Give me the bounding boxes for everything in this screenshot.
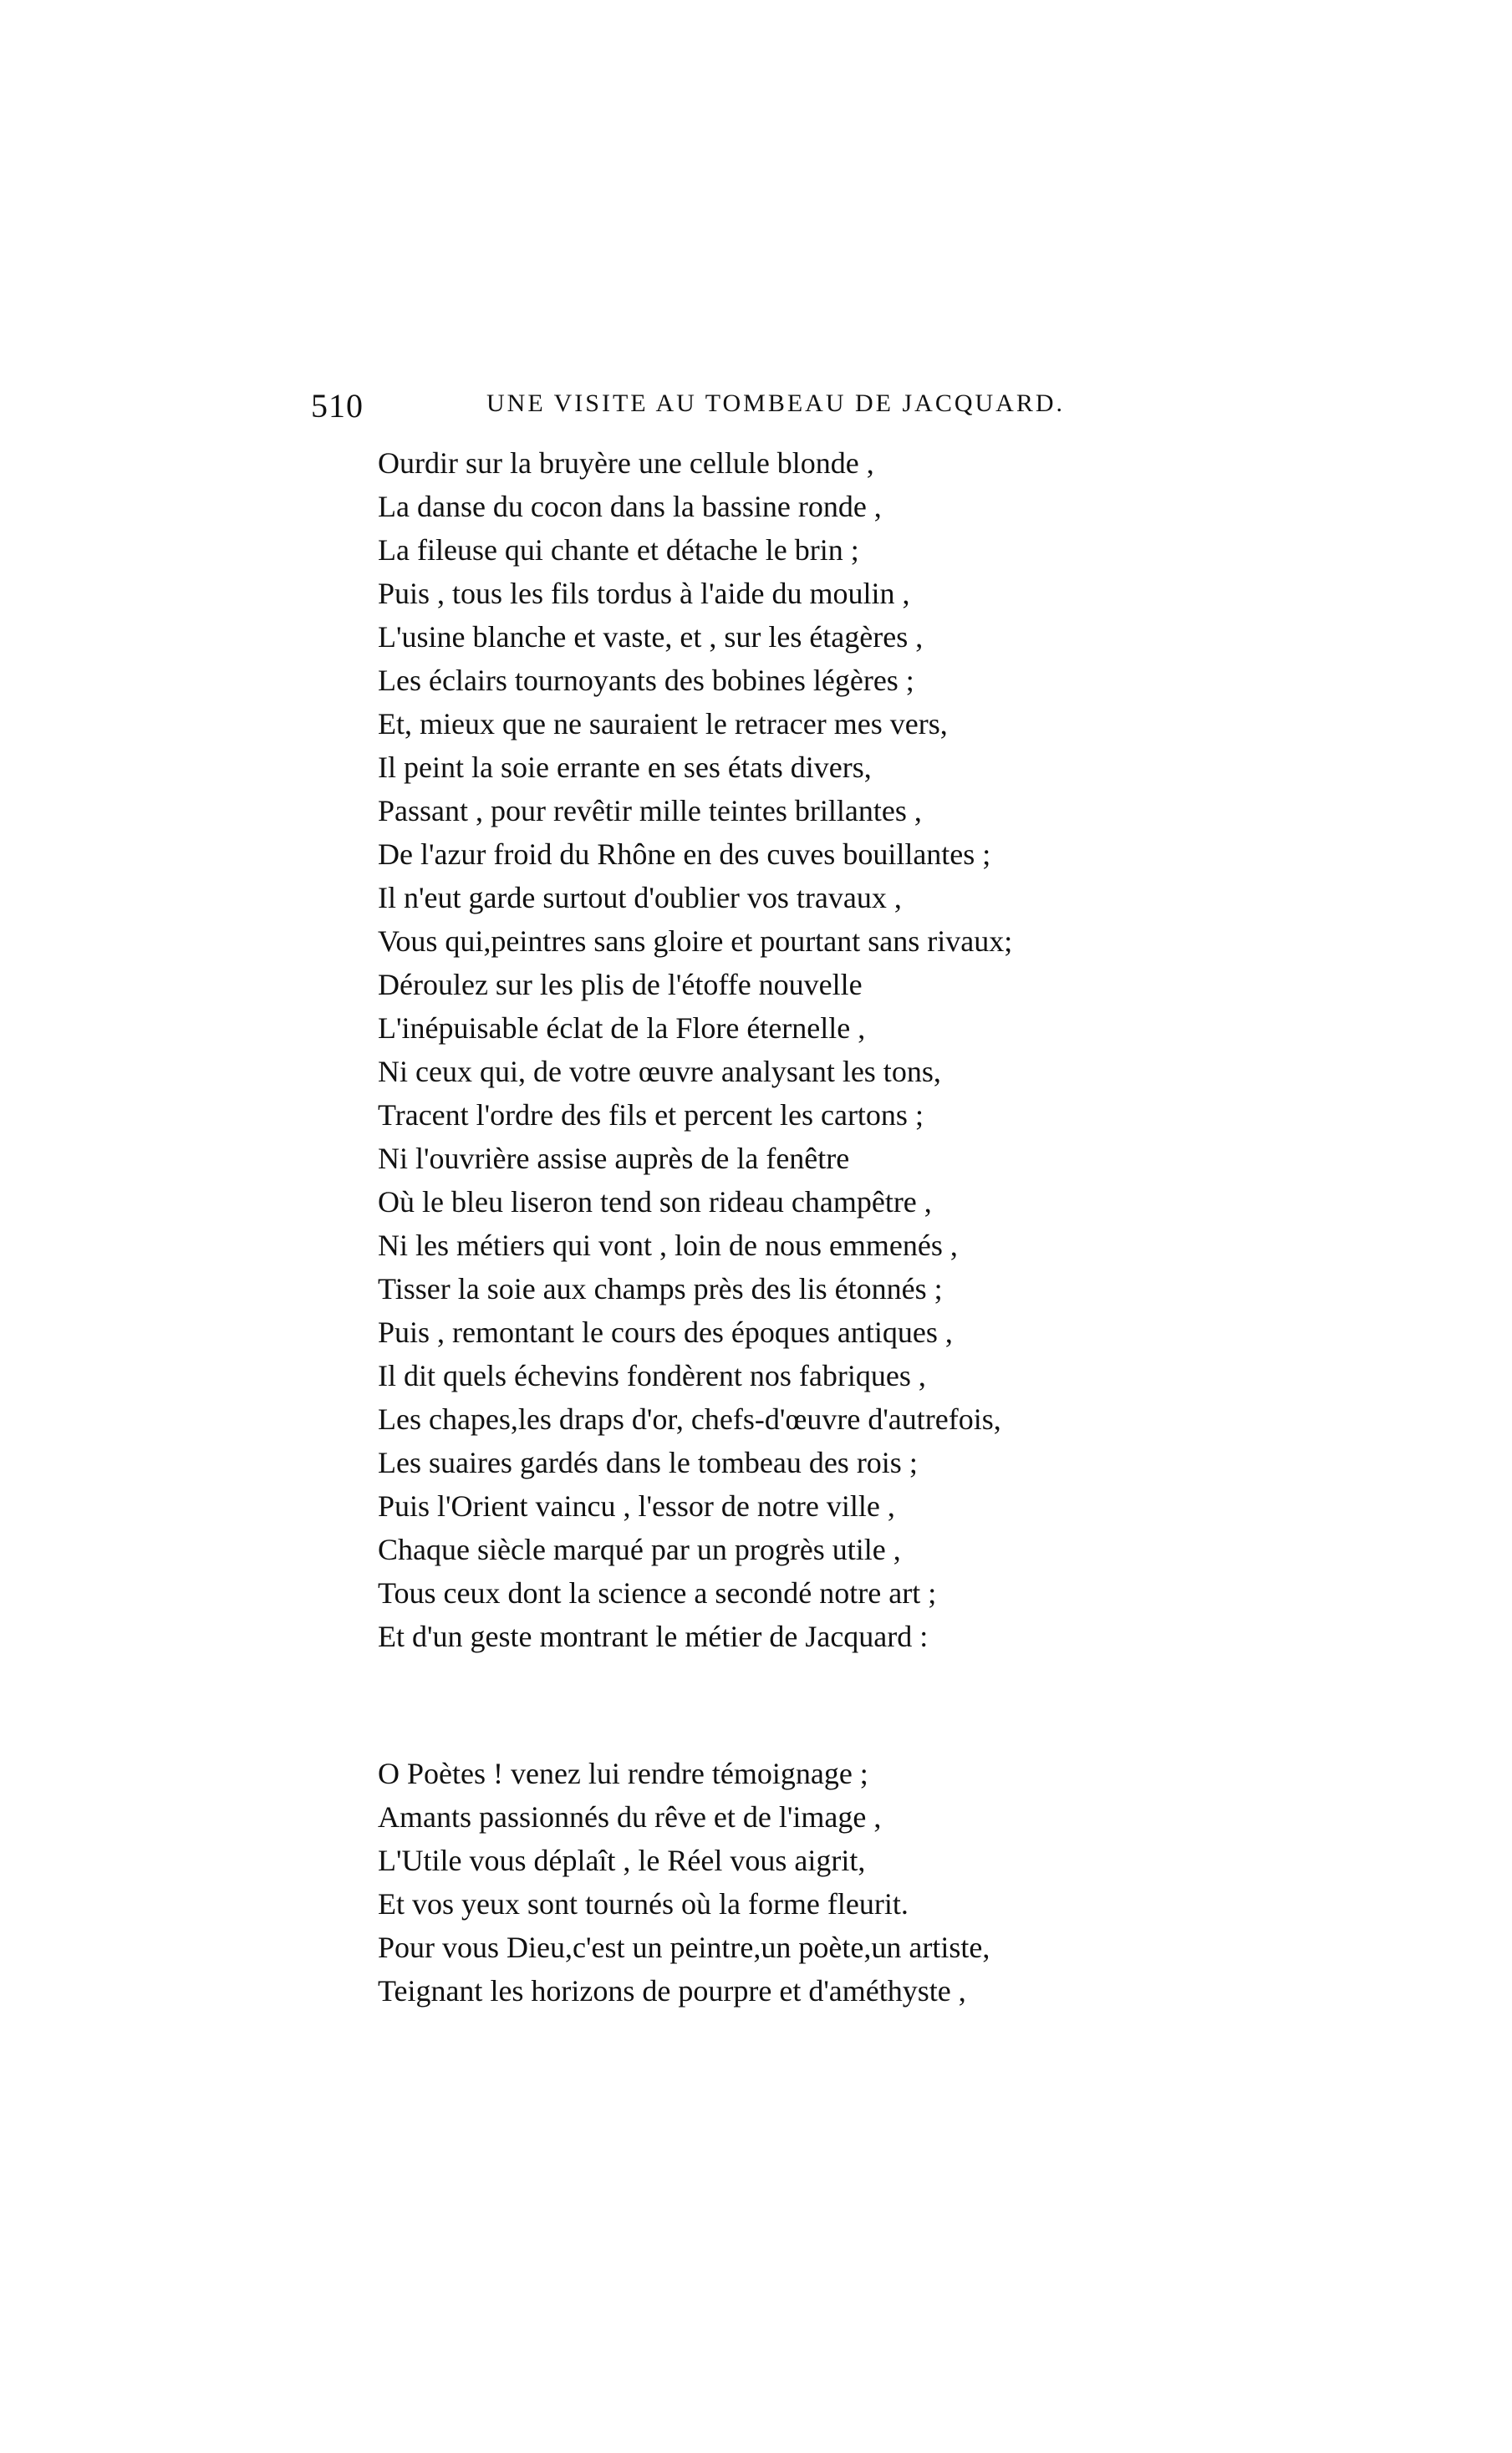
verse-line: Et vos yeux sont tournés où la forme fleurit.	[378, 1887, 909, 1921]
verse-line: Tisser la soie aux champs près des lis étonnés ;	[378, 1272, 943, 1305]
verse-line: L'inépuisable éclat de la Flore éternelle ,	[378, 1011, 866, 1045]
verse-line: Puis l'Orient vaincu , l'essor de notre ville ,	[378, 1489, 895, 1523]
verse-line: L'Utile vous déplaît , le Réel vous aigrit,	[378, 1844, 866, 1877]
verse-line: De l'azur froid du Rhône en des cuves bouillantes ;	[378, 837, 991, 871]
page-number: 510	[311, 387, 364, 425]
stanza-2	[378, 1752, 990, 2013]
verse-line: Et d'un geste montrant le métier de Jacquard :	[378, 1620, 929, 1653]
verse-line: Il dit quels échevins fondèrent nos fabriques ,	[378, 1359, 926, 1392]
verse-line: Tous ceux dont la science a secondé notre art ;	[378, 1576, 937, 1610]
verse-line: Vous qui,peintres sans gloire et pourtant sans rivaux;	[378, 924, 1013, 958]
verse-line: Il peint la soie errante en ses états divers,	[378, 751, 872, 784]
running-title: UNE VISITE AU TOMBEAU DE JACQUARD.	[486, 389, 1066, 417]
verse-line: Puis , tous les fils tordus à l'aide du moulin ,	[378, 577, 910, 610]
verse-line: Pour vous Dieu,c'est un peintre,un poète,un artiste,	[378, 1931, 990, 1964]
verse-line: Ni les métiers qui vont , loin de nous emmenés ,	[378, 1229, 958, 1262]
verse-line: O Poètes ! venez lui rendre témoignage ;	[378, 1757, 868, 1790]
verse-line: Où le bleu liseron tend son rideau champêtre ,	[378, 1185, 932, 1219]
running-head	[311, 386, 1080, 426]
verse-line: Déroulez sur les plis de l'étoffe nouvelle	[378, 968, 863, 1001]
verse-line: La fileuse qui chante et détache le brin ;	[378, 533, 859, 567]
verse-line: Ni ceux qui, de votre œuvre analysant les tons,	[378, 1055, 941, 1088]
verse-line: Les chapes,les draps d'or, chefs-d'œuvre d'autrefois,	[378, 1402, 1001, 1436]
verse-line: Puis , remontant le cours des époques antiques ,	[378, 1316, 953, 1349]
verse-line: Les éclairs tournoyants des bobines légères ;	[378, 664, 914, 697]
verse-line: La danse du cocon dans la bassine ronde ,	[378, 490, 882, 523]
verse-line: L'usine blanche et vaste, et , sur les étagères ,	[378, 620, 924, 654]
verse-line: Amants passionnés du rêve et de l'image ,	[378, 1800, 882, 1834]
verse-line: Teignant les horizons de pourpre et d'améthyste ,	[378, 1974, 966, 2008]
verse-line: Et, mieux que ne sauraient le retracer mes vers,	[378, 707, 948, 740]
verse-line: Ni l'ouvrière assise auprès de la fenêtre	[378, 1142, 850, 1175]
verse-line: Ourdir sur la bruyère une cellule blonde ,	[378, 446, 874, 480]
verse-line: Chaque siècle marqué par un progrès utile ,	[378, 1533, 901, 1566]
verse-line: Les suaires gardés dans le tombeau des rois ;	[378, 1446, 918, 1479]
verse-line: Il n'eut garde surtout d'oublier vos travaux ,	[378, 881, 902, 914]
verse-line: Tracent l'ordre des fils et percent les cartons ;	[378, 1098, 924, 1132]
verse-line: Passant , pour revêtir mille teintes brillantes ,	[378, 794, 922, 827]
stanza-1	[378, 441, 1012, 1658]
